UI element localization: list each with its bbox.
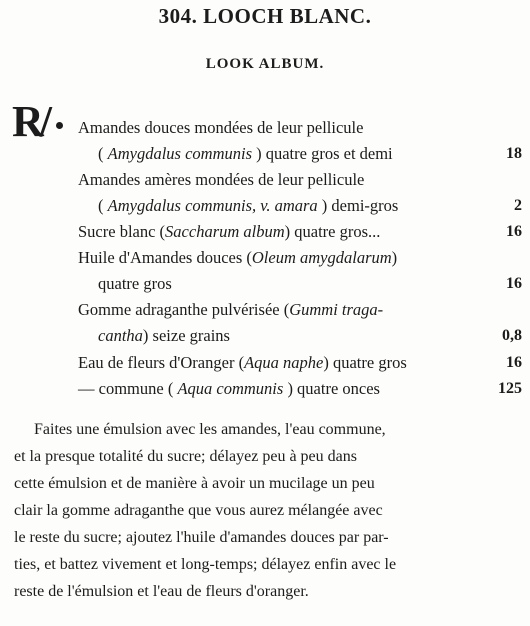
ingredient-line: Gomme adraganthe pulvérisée (Gummi traga- <box>78 300 384 319</box>
recipe-symbol-icon: R/ <box>12 97 48 146</box>
quantity-value: 2 <box>514 197 522 214</box>
instructions-line: Faites une émulsion avec les amandes, l'eau commune, <box>34 421 386 438</box>
instructions-line: ties, et battez vivement et long-temps; délayez enfin avec le <box>14 556 397 573</box>
quantity-value: 16 <box>506 354 522 371</box>
ingredient-line: cantha) seize grains <box>98 326 230 345</box>
recipe-symbol-dot <box>56 122 63 129</box>
ingredient-line: ( Amygdalus communis ) quatre gros et demi <box>98 144 393 163</box>
recipe-title: 304. LOOCH BLANC. <box>158 4 372 28</box>
quantity-value: 16 <box>506 275 522 292</box>
quantity-value: 16 <box>506 223 522 240</box>
instructions-line: reste de l'émulsion et l'eau de fleurs d'oranger. <box>14 583 309 600</box>
ingredient-line: Amandes douces mondées de leur pellicule <box>78 118 364 137</box>
ingredient-line: Sucre blanc (Saccharum album) quatre gros... <box>78 222 381 241</box>
ingredient-line: Huile d'Amandes douces (Oleum amygdalarum) <box>78 248 398 267</box>
ingredient-line: — commune ( Aqua communis ) quatre onces <box>78 379 380 398</box>
instructions-line: cette émulsion et de manière à avoir un mucilage un peu <box>14 475 375 492</box>
instructions-line: le reste du sucre; ajoutez l'huile d'amandes douces par par- <box>14 529 389 546</box>
quantity-value: 18 <box>506 145 522 162</box>
ingredient-line: Eau de fleurs d'Oranger (Aqua naphe) quatre gros <box>78 353 407 372</box>
quantity-value: 125 <box>498 380 522 397</box>
instructions-line: et la presque totalité du sucre; délayez peu à peu dans <box>14 448 357 465</box>
recipe-subtitle: LOOK ALBUM. <box>205 56 325 72</box>
quantity-value: 0,8 <box>502 327 522 344</box>
instructions-line: clair la gomme adraganthe que vous aurez mélangée avec <box>14 502 383 519</box>
ingredient-line: ( Amygdalus communis, v. amara ) demi-gros <box>98 196 399 215</box>
ingredient-line: Amandes amères mondées de leur pellicule <box>78 170 365 189</box>
ingredient-line: quatre gros <box>98 274 172 293</box>
